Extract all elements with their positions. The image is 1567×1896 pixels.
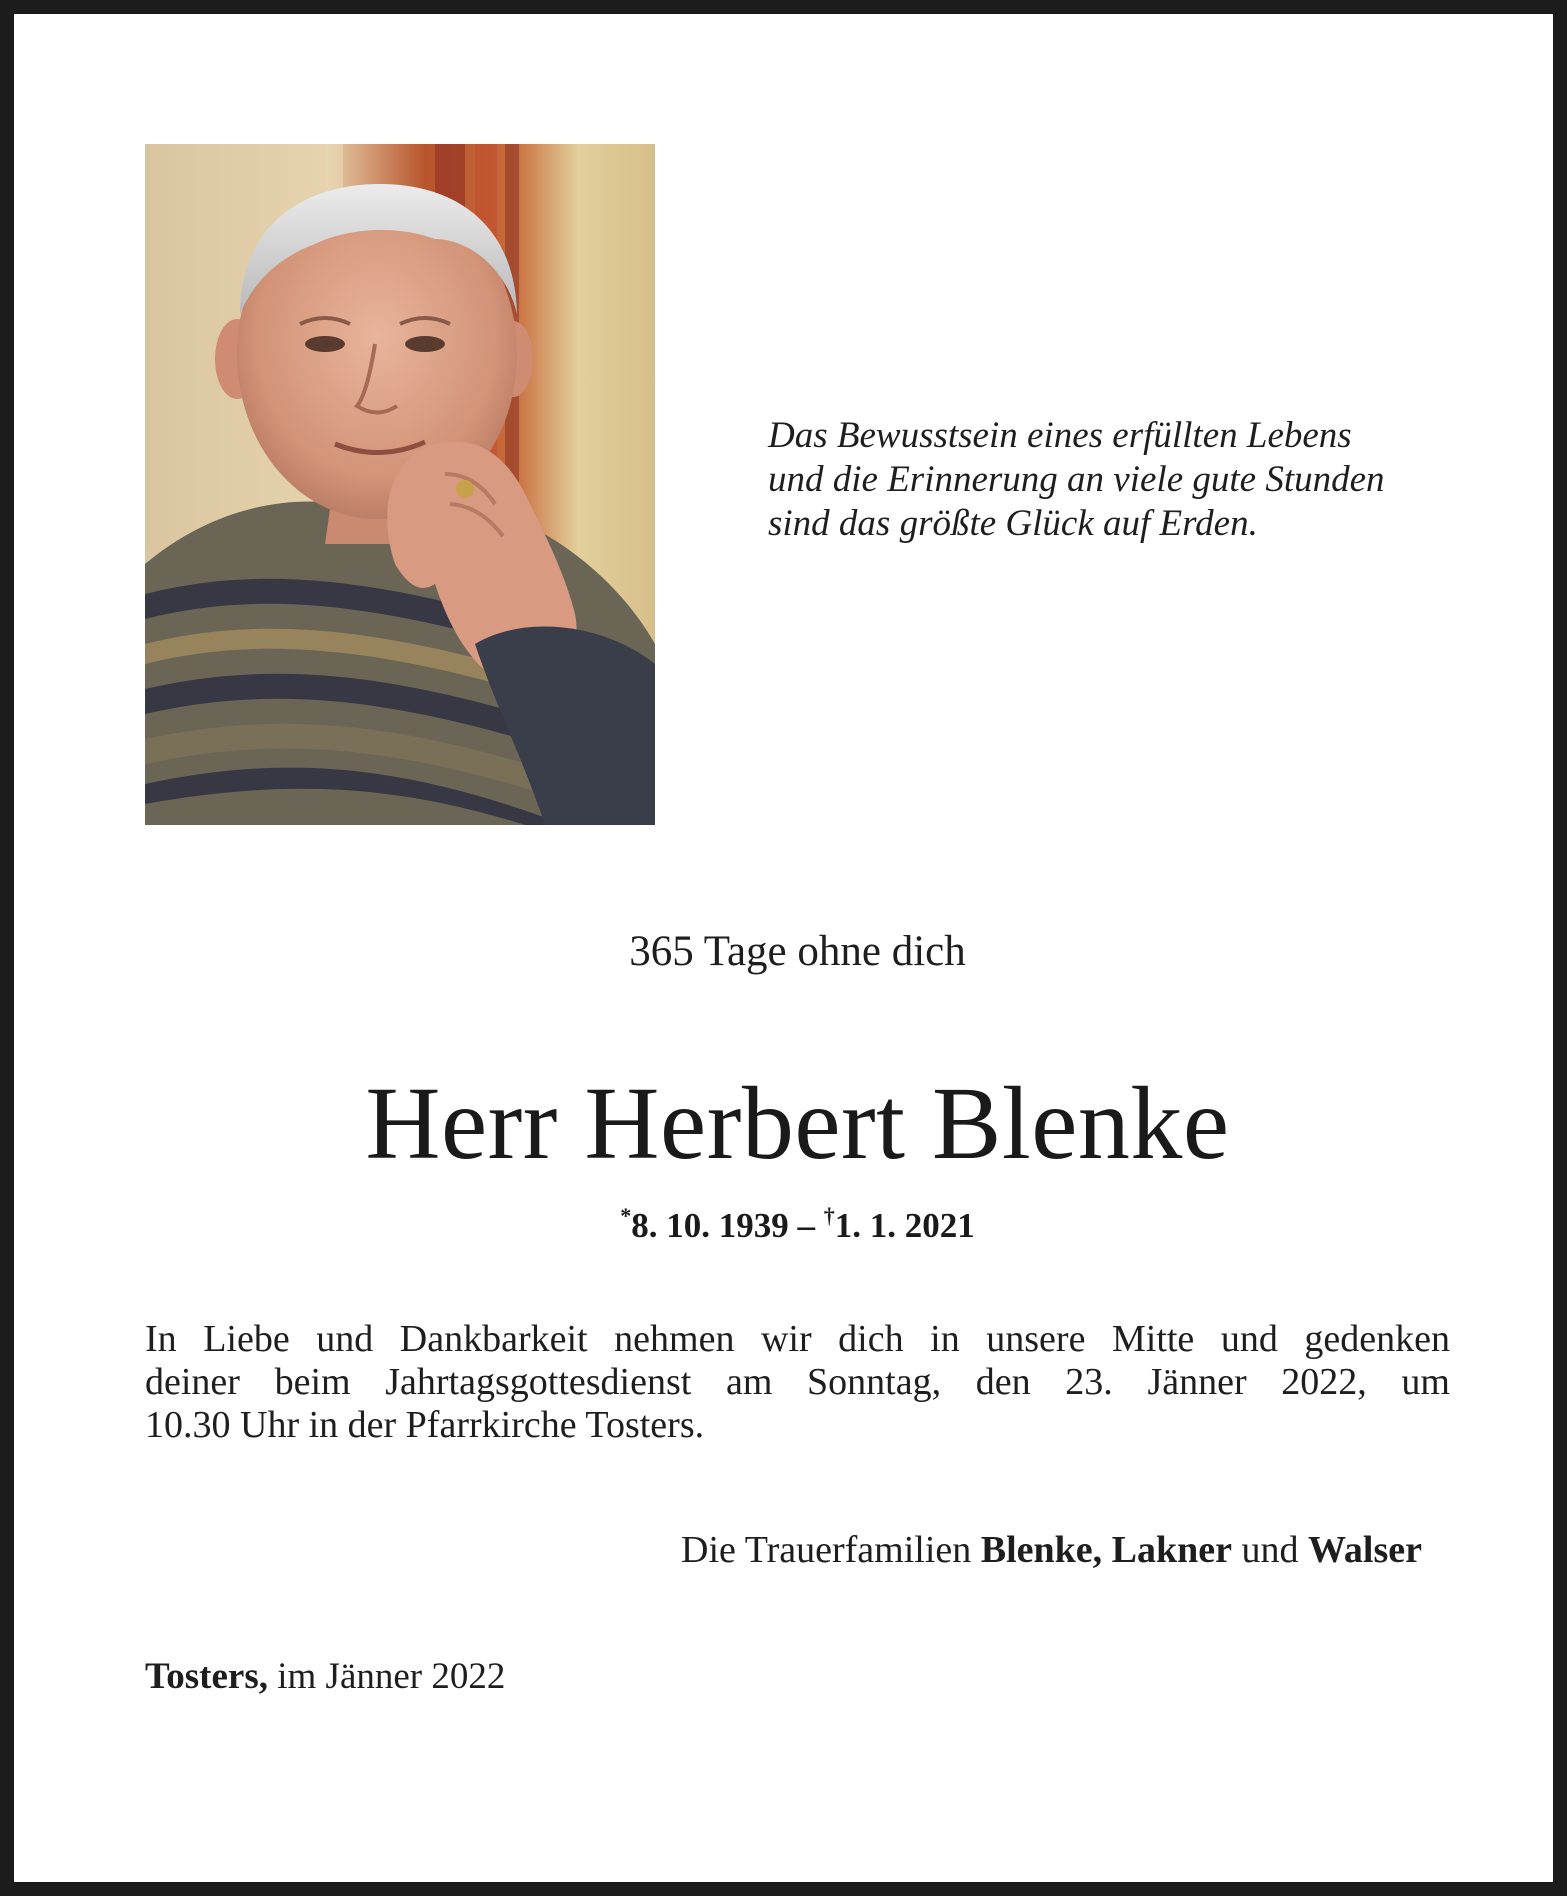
mourning-families [681,1527,1422,1573]
birth-date: 8. 10. 1939 [631,1206,789,1245]
message-line-3: 10.30 Uhr in der Pfarrkirche Tosters. [145,1404,705,1446]
families-prefix: Die Trauerfamilien [681,1529,981,1571]
death-symbol: † [823,1203,835,1228]
memorial-message [145,1318,1450,1447]
date-separator: – [788,1206,824,1245]
days-without-heading: 365 Tage ohne dich [629,928,966,975]
message-line-1: In Liebe und Dankbarkeit nehmen wir dich in unsere Mitte und gedenken [145,1318,1450,1360]
place-date: im Jänner 2022 [268,1656,506,1697]
death-date: 1. 1. 2021 [834,1206,975,1245]
quote-line-2: und die Erinnerung an viele gute Stunden [768,459,1385,500]
memorial-quote [768,414,1488,546]
quote-line-1: Das Bewusstsein eines erfüllten Lebens [768,415,1352,456]
message-line-2: deiner beim Jahrtagsgottesdienst am Sonntag, den 23. Jänner 2022, um [145,1361,1450,1403]
family-name-3: Walser [1308,1529,1422,1571]
family-name-2: Lakner [1111,1529,1233,1571]
life-dates [14,1194,1567,1248]
deceased-name: Herr Herbert Blenke [365,1066,1230,1181]
birth-symbol: * [620,1203,632,1228]
families-joiner: und [1232,1529,1309,1571]
place-location: Tosters, [145,1656,268,1697]
place-and-date [145,1654,505,1700]
quote-line-3: sind das größte Glück auf Erden. [768,503,1258,544]
portrait-photo [145,144,655,825]
family-name-1: Blenke, [980,1529,1103,1571]
